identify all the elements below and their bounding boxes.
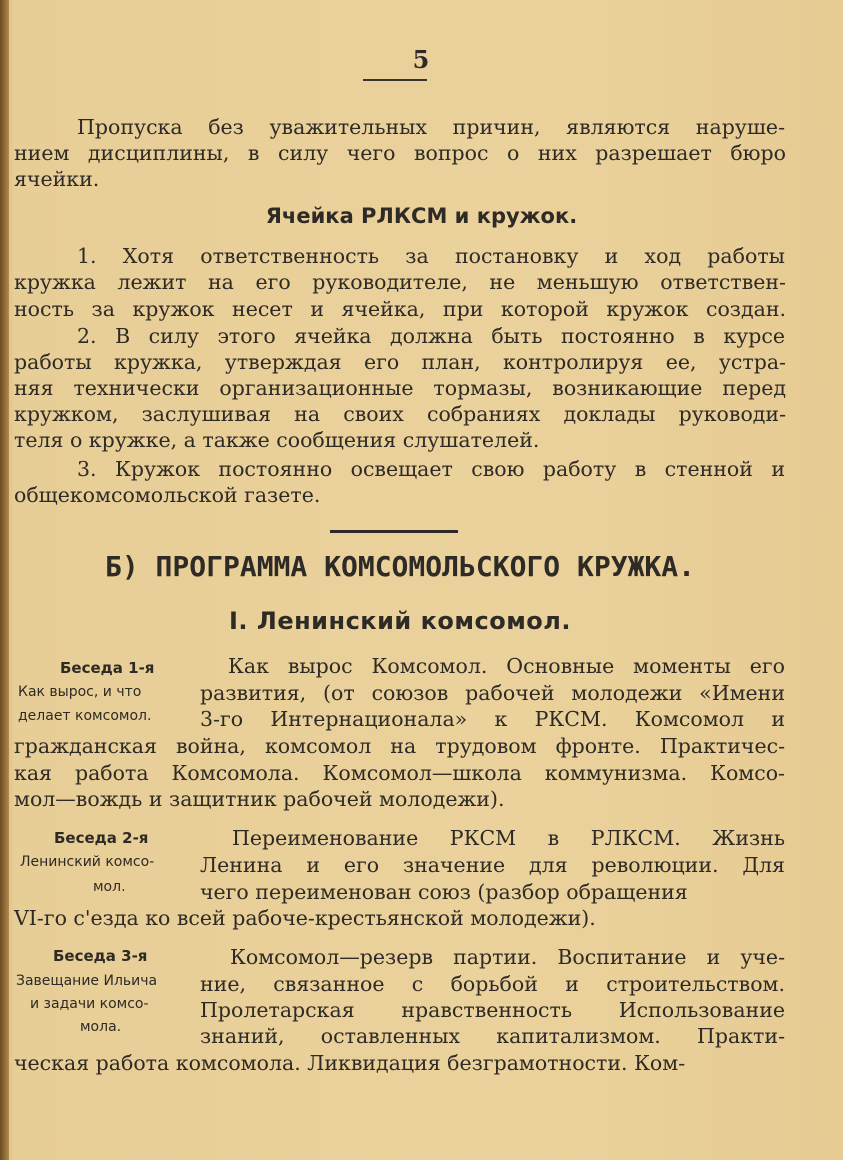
page-number: 5: [412, 45, 431, 74]
page-number-underline: [363, 79, 427, 81]
talk-3-side-2: и задачи комсо-: [30, 996, 149, 1012]
intro-line-1: Пропуска без уважительных причин, являются наруше-: [77, 115, 785, 139]
talk-2-line-1: Переименование РКСМ в РЛКСМ. Жизнь: [232, 826, 785, 850]
intro-line-3: ячейки.: [14, 167, 100, 191]
talk-2-line-3: чего переименован союз (разбор обращения: [200, 880, 688, 904]
talk-1-full-1: гражданская война, комсомол на трудовом фронте. Практичес-: [14, 734, 785, 758]
section-para-line-6: няя технически организационные тормазы, возникающие перед: [14, 376, 786, 400]
talk-3-line-3: Пролетарская нравственность Использование: [200, 998, 785, 1022]
talk-1-line-3: 3-го Интернационала» к РКСМ. Комсомол и: [200, 707, 785, 731]
talk-1-side-2: делает комсомол.: [18, 708, 152, 724]
section-divider: [330, 530, 458, 533]
talk-3-line-1: Комсомол—резерв партии. Воспитание и уче-: [230, 945, 785, 969]
talk-2-side-2: мол.: [93, 879, 126, 895]
section-para-line-9: 3. Кружок постоянно освещает свою работу в стенной и: [77, 457, 785, 481]
talk-1-line-1: Как вырос Комсомол. Основные моменты его: [228, 654, 785, 678]
program-title: Б) ПРОГРАММА КОМСОМОЛЬСКОГО КРУЖКА.: [104, 550, 695, 583]
talk-1-full-3: мол—вождь и защитник рабочей молодежи).: [14, 787, 505, 811]
section-para-line-2: кружка лежит на его руководителе, не меньшую ответствен-: [14, 270, 786, 294]
talk-3-label: Беседа 3-я: [53, 947, 148, 965]
talk-1-line-2: развития, (от союзов рабочей молодежи «Имени: [200, 681, 785, 705]
section-para-line-1: 1. Хотя ответственность за постановку и ход работы: [77, 244, 785, 268]
section-para-line-8: теля о кружке, а также сообщения слушателей.: [14, 428, 540, 452]
talk-3-line-2: ние, связанное с борьбой и строительством.: [200, 972, 785, 996]
talk-1-label: Беседа 1-я: [60, 659, 155, 677]
talk-1-full-2: кая работа Комсомола. Комсомол—школа коммунизма. Комсо-: [14, 761, 785, 785]
talk-2-side-1: Ленинский комсо-: [20, 854, 155, 870]
section-para-line-3: ность за кружок несет и ячейка, при которой кружок создан.: [14, 297, 786, 321]
talk-3-full-1: ческая работа комсомола. Ликвидация безграмотности. Ком-: [14, 1051, 686, 1075]
section-para-line-5: работы кружка, утверждая его план, контролируя ее, устра-: [14, 350, 786, 374]
talk-1-side-1: Как вырос, и что: [18, 684, 142, 700]
part-title: I. Ленинский комсомол.: [228, 607, 571, 635]
section-title: Ячейка РЛКСМ и кружок.: [265, 204, 578, 228]
talk-3-line-4: знаний, оставленных капитализмом. Практи-: [200, 1024, 785, 1048]
talk-2-full-1: VI-го с'езда ко всей рабоче-крестьянской молодежи).: [14, 906, 596, 930]
section-para-line-7: кружком, заслушивая на своих собраниях доклады руководи-: [14, 402, 786, 426]
book-spine-edge: [0, 0, 9, 1160]
section-para-line-4: 2. В силу этого ячейка должна быть постоянно в курсе: [77, 324, 785, 348]
talk-2-label: Беседа 2-я: [54, 829, 149, 847]
intro-line-2: нием дисциплины, в силу чего вопрос о них разрешает бюро: [14, 141, 786, 165]
section-para-line-10: общекомсомольской газете.: [14, 483, 321, 507]
talk-2-line-2: Ленина и его значение для революции. Для: [200, 853, 785, 877]
talk-3-side-1: Завещание Ильича: [16, 973, 158, 989]
talk-3-side-3: мола.: [80, 1019, 122, 1035]
